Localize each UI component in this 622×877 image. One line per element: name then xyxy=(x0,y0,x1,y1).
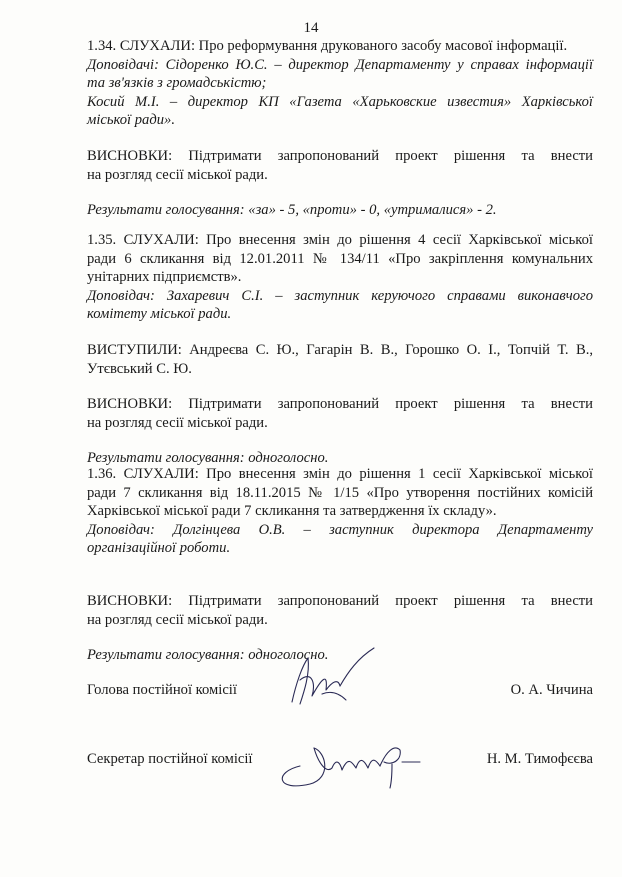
speakers-line: Косий М.І. – директор КП «Газета «Харьковские известия» Харківської xyxy=(87,93,593,110)
speakers-line: міської ради». xyxy=(87,112,175,129)
speakers-block xyxy=(87,287,593,324)
heard-block xyxy=(87,465,593,521)
signatory-role: Секретар постійної комісії xyxy=(87,751,253,767)
speakers-block xyxy=(87,56,593,130)
heard-line: унітарних підприємств». xyxy=(87,269,242,286)
vote-result: Результати голосування: одноголосно. xyxy=(87,647,329,664)
agenda-item-1-35 xyxy=(87,231,593,468)
speakers-line: комітету міської ради. xyxy=(87,306,232,323)
agenda-item-1-36 xyxy=(87,465,593,665)
heard-line: 1.35. СЛУХАЛИ: Про внесення змін до рішення 4 сесії Харківської міської xyxy=(87,232,593,248)
heard-block xyxy=(87,37,593,56)
signatory-name: О. А. Чичина xyxy=(510,682,593,698)
vote-result: Результати голосування: одноголосно. xyxy=(87,450,329,467)
heard-line: 1.34. СЛУХАЛИ: Про реформування друкованого засобу масової інформації. xyxy=(87,38,568,54)
conclusions-block xyxy=(87,395,593,432)
page-number: 14 xyxy=(303,20,319,36)
speakers-line: Доповідач: Долгінцева О.В. – заступник директора Департаменту xyxy=(87,521,593,538)
conclusions-line: ВИСНОВКИ: Підтримати запропонований проект рішення та внести xyxy=(87,592,593,609)
speakers-line: Доповідачі: Сідоренко Ю.С. – директор Департаменту у справах інформації xyxy=(87,56,593,73)
agenda-item-1-34 xyxy=(87,37,593,220)
performed-block xyxy=(87,341,593,378)
heard-block xyxy=(87,231,593,287)
conclusions-block xyxy=(87,147,593,184)
secretary-signature xyxy=(270,722,430,792)
performed-line: Утєвський С. Ю. xyxy=(87,360,192,377)
heard-line: 1.36. СЛУХАЛИ: Про внесення змін до рішення 1 сесії Харківської міської xyxy=(87,466,593,482)
heard-line: ради 7 скликання від 18.11.2015 № 1/15 «Про утворення постійних комісій xyxy=(87,484,593,501)
performed-line: ВИСТУПИЛИ: Андреєва С. Ю., Гагарін В. В., Горошко О. І., Топчій Т. В., xyxy=(87,341,593,358)
conclusions-line: на розгляд сесії міської ради. xyxy=(87,166,268,183)
speakers-line: Доповідач: Захаревич С.І. – заступник керуючого справами виконавчого xyxy=(87,287,593,304)
vote-result: Результати голосування: «за» - 5, «проти» - 0, «утрималися» - 2. xyxy=(87,202,497,219)
speakers-line: та зв'язків з громадськістю; xyxy=(87,75,267,92)
conclusions-line: на розгляд сесії міської ради. xyxy=(87,611,268,628)
conclusions-block xyxy=(87,592,593,629)
heard-line: Харківської міської ради 7 скликання та затвердження їх складу». xyxy=(87,503,497,520)
speakers-block xyxy=(87,521,593,558)
conclusions-line: ВИСНОВКИ: Підтримати запропонований проект рішення та внести xyxy=(87,147,593,164)
conclusions-line: ВИСНОВКИ: Підтримати запропонований проект рішення та внести xyxy=(87,396,593,413)
conclusions-line: на розгляд сесії міської ради. xyxy=(87,414,268,431)
heard-line: ради 6 скликання від 12.01.2011 № 134/11 «Про закріплення комунальних xyxy=(87,250,593,267)
signatory-role: Голова постійної комісії xyxy=(87,682,237,698)
speakers-line: організаційної роботи. xyxy=(87,540,231,557)
chair-signature xyxy=(282,644,392,714)
signatory-name: Н. М. Тимофєєва xyxy=(486,751,593,767)
